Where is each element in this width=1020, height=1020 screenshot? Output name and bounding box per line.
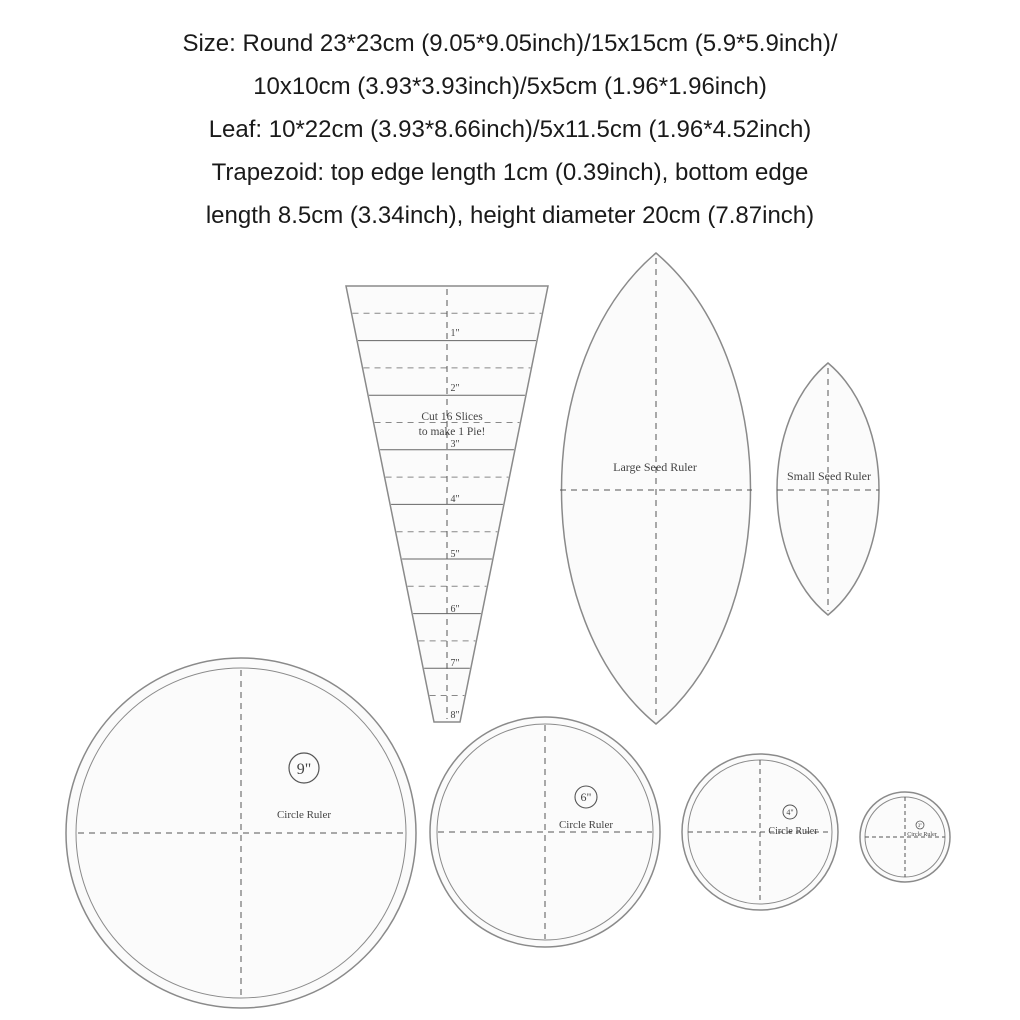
circle-ruler-9 <box>66 658 416 1008</box>
description-line: 10x10cm (3.93*3.93inch)/5x5cm (1.96*1.96inch) <box>253 73 767 100</box>
small-seed-ruler <box>777 363 879 615</box>
small-seed-label: Small Seed Ruler <box>787 469 871 483</box>
circle-size: 6" <box>580 790 592 804</box>
trapezoid-text: Cut 16 Slices <box>421 411 483 423</box>
large-seed-outline <box>562 253 751 724</box>
circle-ruler-4 <box>682 754 838 910</box>
description-line: length 8.5cm (3.34inch), height diameter 20cm (7.87inch) <box>205 202 815 229</box>
description-line: Leaf: 10*22cm (3.93*8.66inch)/5x11.5cm (1.96*4.52inch) <box>208 116 812 143</box>
inch-mark: 6" <box>450 604 460 615</box>
circle-size: 4" <box>786 808 794 817</box>
circle-label: Circle Ruler <box>276 809 332 821</box>
inch-mark: 4" <box>450 494 460 505</box>
circle-ruler-6 <box>430 717 660 947</box>
description-line: Trapezoid: top edge length 1cm (0.39inch), bottom edge <box>211 159 809 186</box>
circle-label: Circle Ruler <box>907 832 937 838</box>
trapezoid-ruler <box>346 286 548 722</box>
large-seed-label: Large Seed Ruler <box>613 460 697 474</box>
inch-mark: 7" <box>450 658 460 669</box>
trapezoid-text: to make 1 Pie! <box>418 426 486 438</box>
inch-mark: 5" <box>450 549 460 560</box>
circle-ruler-3 <box>860 792 950 882</box>
inch-mark: 3" <box>450 439 460 450</box>
inch-mark: 2" <box>450 383 460 394</box>
inch-mark: 8" <box>450 710 460 721</box>
description-line: Size: Round 23*23cm (9.05*9.05inch)/15x15cm (5.9*5.9inch)/ <box>182 30 838 57</box>
large-seed-ruler <box>560 253 752 724</box>
circle-label: Circle Ruler <box>768 826 818 837</box>
circle-size: 9" <box>296 761 312 778</box>
circle-label: Circle Ruler <box>558 819 614 831</box>
inch-mark: 1" <box>450 328 460 339</box>
circle-outer <box>66 658 416 1008</box>
circle-size: 3" <box>917 824 923 829</box>
